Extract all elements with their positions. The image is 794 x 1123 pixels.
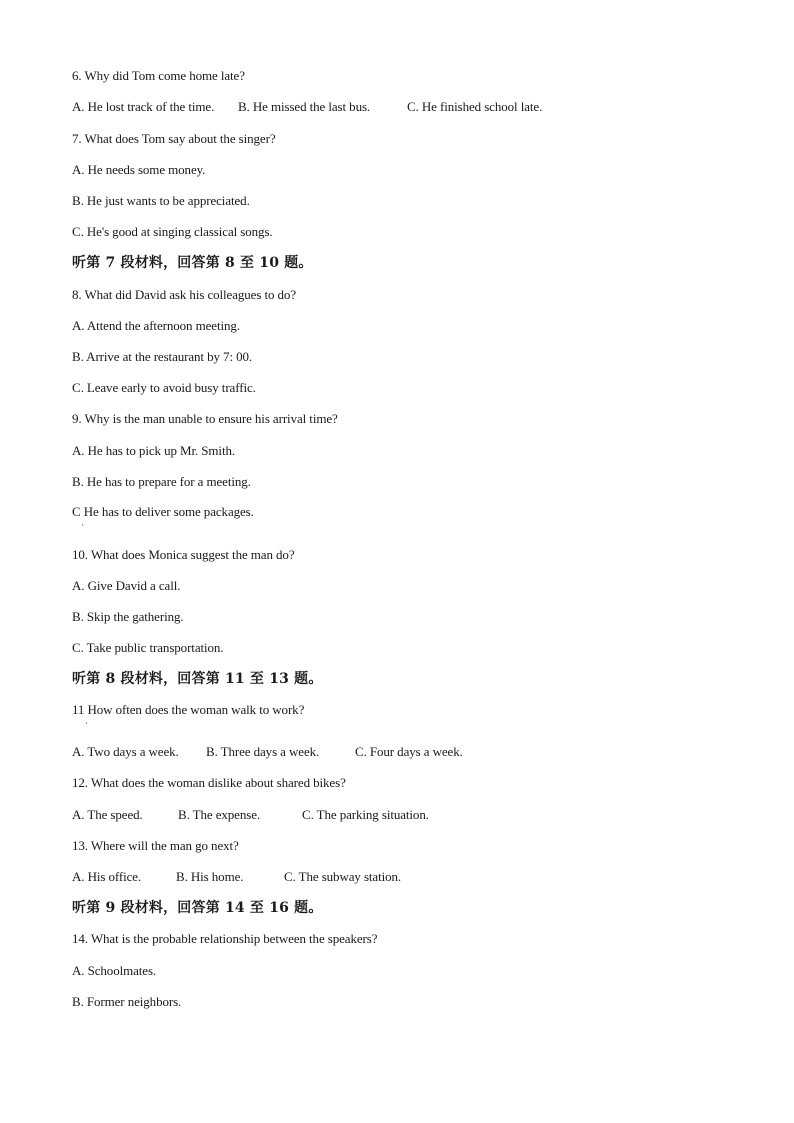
question-7-option-a: A. He needs some money. — [72, 162, 206, 177]
question-13: 13. Where will the man go next? — [72, 838, 239, 853]
question-11-options — [0, 744, 794, 760]
question-6-options — [0, 99, 794, 115]
question-8-option-b: B. Arrive at the restaurant by 7: 00. — [72, 349, 253, 364]
question-8-option-a: A. Attend the afternoon meeting. — [72, 318, 240, 333]
question-9-option-c: C He has to deliver some packages. — [72, 504, 254, 519]
question-10: 10. What does Monica suggest the man do? — [72, 547, 295, 562]
section-heading-9: 听第 9 段材料，回答第 14 至 16 题。 — [72, 900, 323, 916]
option-c: C. The subway station. — [284, 869, 402, 884]
option-b: B. He missed the last bus. — [238, 99, 371, 114]
question-12-options — [0, 807, 794, 823]
question-14-option-b: B. Former neighbors. — [72, 994, 182, 1009]
question-8: 8. What did David ask his colleagues to do? — [72, 287, 296, 302]
question-11: 11 How often does the woman walk to work? — [72, 702, 305, 717]
question-12: 12. What does the woman dislike about shared bikes? — [72, 775, 346, 790]
question-13-options — [0, 869, 794, 885]
question-9-option-a: A. He has to pick up Mr. Smith. — [72, 443, 236, 458]
option-c: C. He finished school late. — [407, 99, 543, 114]
option-b: B. Three days a week. — [206, 744, 320, 759]
question-14-option-a: A. Schoolmates. — [72, 963, 157, 978]
option-a: A. His office. — [72, 869, 142, 884]
option-c: C. The parking situation. — [302, 807, 429, 822]
question-10-option-b: B. Skip the gathering. — [72, 609, 184, 624]
question-7-option-c: C. He's good at singing classical songs. — [72, 224, 273, 239]
question-8-option-c: C. Leave early to avoid busy traffic. — [72, 380, 256, 395]
question-9: 9. Why is the man unable to ensure his arrival time? — [72, 411, 338, 426]
question-6: 6. Why did Tom come home late? — [72, 68, 245, 83]
option-c: C. Four days a week. — [355, 744, 463, 759]
stray-dot-mark: · — [81, 520, 84, 530]
option-a: A. He lost track of the time. — [72, 99, 215, 114]
question-7: 7. What does Tom say about the singer? — [72, 131, 276, 146]
question-7-option-b: B. He just wants to be appreciated. — [72, 193, 250, 208]
option-a: A. Two days a week. — [72, 744, 179, 759]
option-b: B. The expense. — [178, 807, 261, 822]
question-14: 14. What is the probable relationship between the speakers? — [72, 931, 378, 946]
stray-dot-mark: · — [85, 718, 88, 728]
option-b: B. His home. — [176, 869, 244, 884]
question-10-option-a: A. Give David a call. — [72, 578, 181, 593]
question-9-option-b: B. He has to prepare for a meeting. — [72, 474, 251, 489]
option-a: A. The speed. — [72, 807, 143, 822]
section-heading-7: 听第 7 段材料，回答第 8 至 10 题。 — [72, 255, 313, 271]
section-heading-8: 听第 8 段材料，回答第 11 至 13 题。 — [72, 671, 323, 687]
question-10-option-c: C. Take public transportation. — [72, 640, 224, 655]
